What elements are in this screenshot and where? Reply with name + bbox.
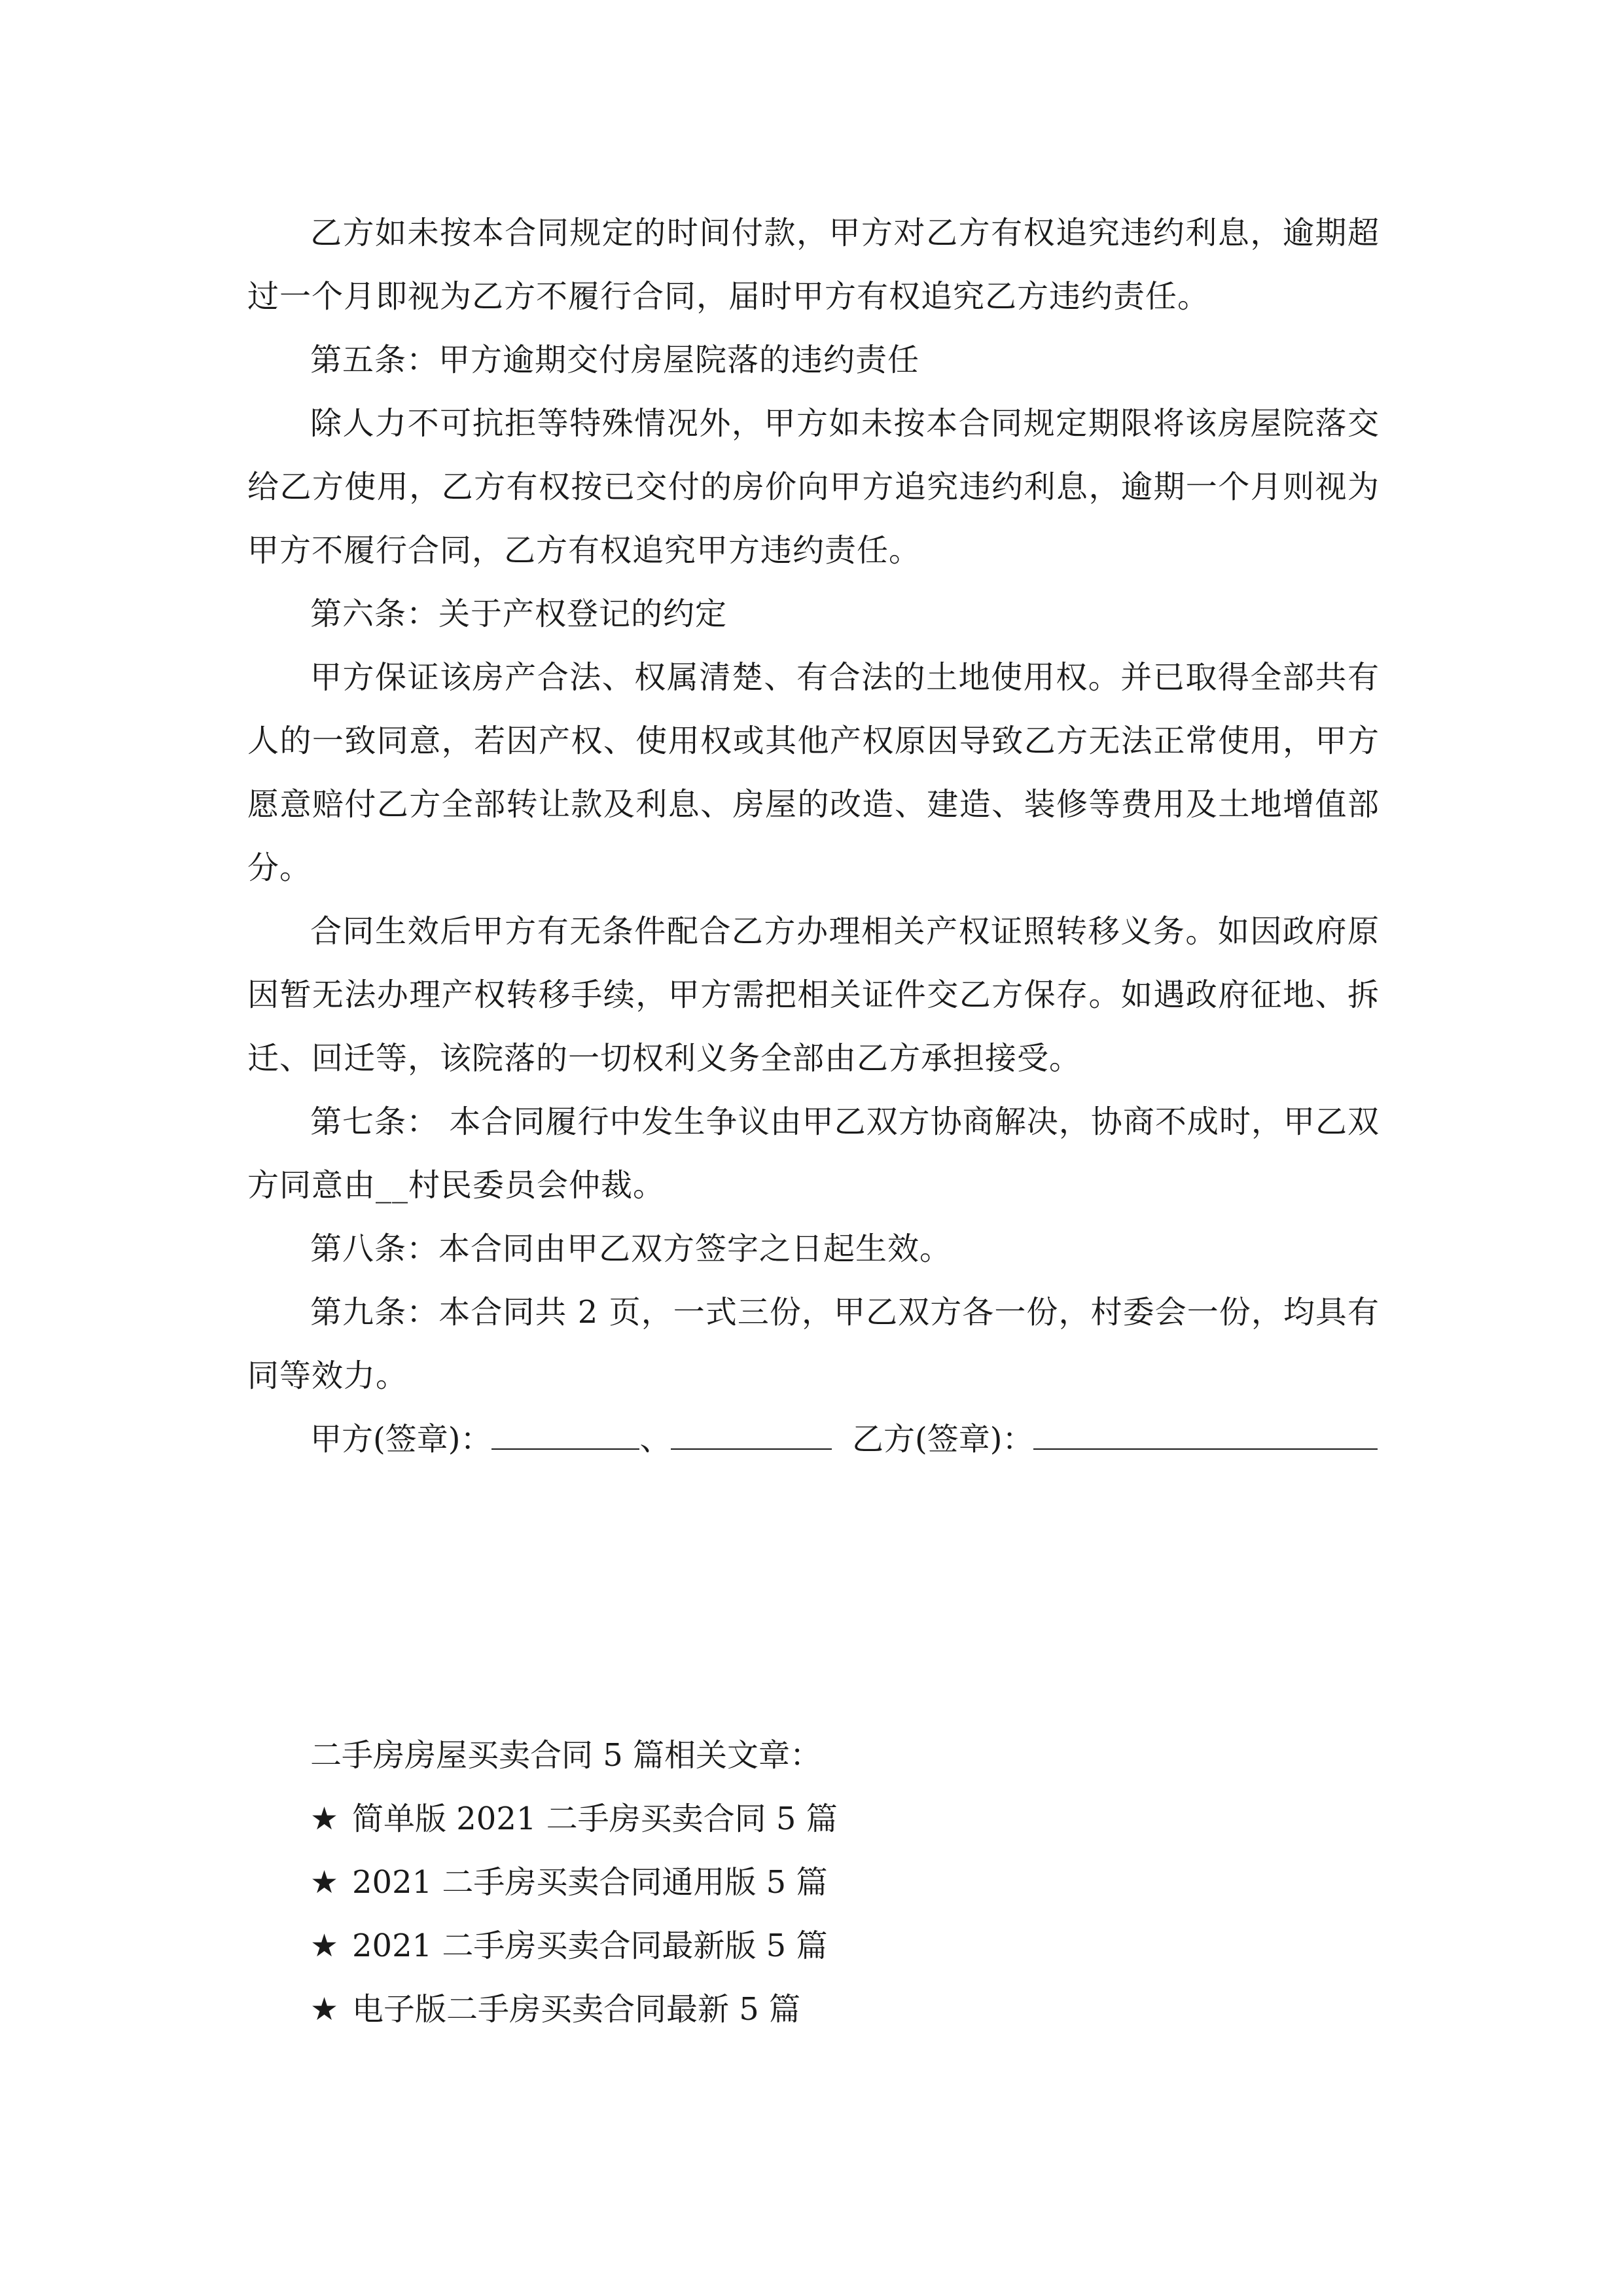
related-article-link[interactable] <box>310 1787 1357 1851</box>
paragraph-property-guarantee: 甲方保证该房产合法、权属清楚、有合法的土地使用权。并已取得全部共有人的一致同意，若因产权、使用权或其他产权原因导致乙方无法正常使用，甲方愿意赔付乙方全部转让款及利息、房屋的改造、建造、装修等费用及土地增值部分。 <box>247 659 1380 886</box>
article-5-heading: 第五条：甲方逾期交付房屋院落的违约责任 <box>310 342 920 378</box>
article-9-copies: 第九条：本合同共 2 页，一式三份，甲乙双方各一份，村委会一份，均具有同等效力。 <box>247 1294 1380 1394</box>
related-article-title[interactable]: 电子版二手房买卖合同最新 5 篇 <box>352 1991 801 2028</box>
article-6-heading: 第六条：关于产权登记的约定 <box>310 596 728 632</box>
party-b-label: 乙方(签章)： <box>852 1421 1034 1458</box>
related-article-title[interactable]: 2021 二手房买卖合同最新版 5 篇 <box>352 1928 828 1964</box>
contract-body <box>247 202 1380 1471</box>
paragraph-title-transfer: 合同生效后甲方有无条件配合乙方办理相关产权证照转移义务。如因政府原因暂无法办理产权转移手续，甲方需把相关证件交乙方保存。如遇政府征地、拆迁、回迁等，该院落的一切权利义务全部由乙方承担接受。 <box>247 913 1380 1077</box>
article-8-effective: 第八条：本合同由甲乙双方签字之日起生效。 <box>310 1230 952 1267</box>
party-b-signature-blank <box>1033 1418 1378 1450</box>
star-icon: ★ <box>310 1801 339 1837</box>
paragraph-late-delivery: 除人力不可抗拒等特殊情况外，甲方如未按本合同规定期限将该房屋院落交给乙方使用，乙方有权按已交付的房价向甲方追究违约利息，逾期一个月则视为甲方不履行合同，乙方有权追究甲方违约责任。 <box>247 405 1380 569</box>
related-article-title[interactable]: 2021 二手房买卖合同通用版 5 篇 <box>352 1864 828 1901</box>
star-icon: ★ <box>310 1991 339 2028</box>
paragraph-late-payment: 乙方如未按本合同规定的时间付款，甲方对乙方有权追究违约利息，逾期超过一个月即视为乙方不履行合同，届时甲方有权追究乙方违约责任。 <box>247 215 1380 315</box>
related-articles <box>310 1724 1357 2041</box>
related-article-title[interactable]: 简单版 2021 二手房买卖合同 5 篇 <box>352 1801 838 1837</box>
star-icon: ★ <box>310 1928 339 1964</box>
party-a-label: 甲方(签章)： <box>310 1421 492 1458</box>
signature-line <box>247 1408 1380 1471</box>
article-7-dispute: 第七条： 本合同履行中发生争议由甲乙双方协商解决，协商不成时，甲乙双方同意由__村民委员会仲裁。 <box>247 1103 1380 1204</box>
related-articles-title: 二手房房屋买卖合同 5 篇相关文章： <box>310 1737 822 1774</box>
related-article-link[interactable] <box>310 1914 1357 1978</box>
party-a-signature-blank-1 <box>491 1418 639 1450</box>
related-article-link[interactable] <box>310 1978 1357 2041</box>
related-article-link[interactable] <box>310 1851 1357 1914</box>
star-icon: ★ <box>310 1864 339 1901</box>
signature-separator: 、 <box>639 1421 671 1458</box>
party-a-signature-blank-2 <box>671 1418 832 1450</box>
